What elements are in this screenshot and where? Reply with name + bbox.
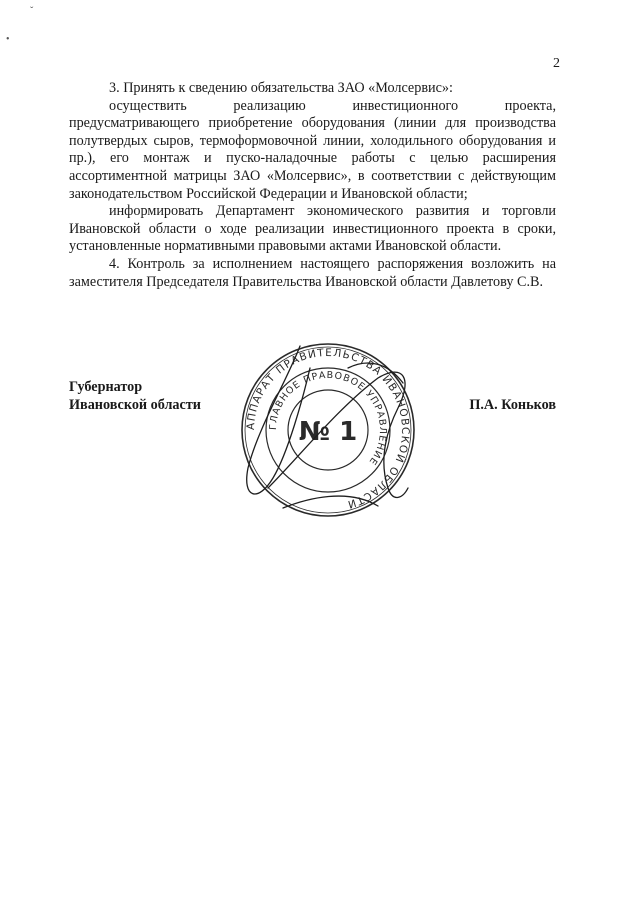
scan-speck: • (6, 34, 10, 45)
signatory-name: П.А. Коньков (469, 397, 556, 413)
signatory-title (69, 379, 201, 414)
seal-number: № 1 (298, 417, 358, 447)
document-body (69, 80, 556, 291)
seal-outer-text: АППАРАТ ПРАВИТЕЛЬСТВА ИВАНОВСКОЙ ОБЛАСТИ (244, 346, 412, 511)
official-seal (228, 338, 428, 518)
signatory-title-line-2: Ивановской области (69, 396, 201, 413)
paragraph-item-3: 3. Принять к сведению обязательства ЗАО «Молсервис»: (109, 80, 453, 96)
paragraph-item-4: 4. Контроль за исполнением настоящего распоряжения возложить на заместителя Председателя Правительства Ивановской области Давлетову С.В. (69, 255, 556, 290)
paragraph-investment-project: осуществить реализацию инвестиционного проекта, предусматривающего приобретение оборудования (линии для производства полутвердых сыров, термоформовочной линии, холодильного оборудования и пр.), его монтаж и пуско-наладочные работы с целью расширения ассортиментной матрицы ЗАО «Молсервис», в соответствии с действующим законодательством Российской Федерации и Ивановской области; (69, 97, 556, 202)
paragraph-inform-department: информировать Департамент экономического развития и торговли Ивановской области о ходе реализации инвестиционного проекта в сроки, установленные нормативными правовыми актами Ивановской области. (69, 203, 556, 255)
seal-inner-text: ГЛАВНОЕ ПРАВОВОЕ УПРАВЛЕНИЕ (267, 369, 389, 468)
scan-speck: ˇ (30, 6, 34, 17)
signatory-title-line-1: Губернатор (69, 379, 143, 395)
page-number: 2 (553, 56, 560, 71)
